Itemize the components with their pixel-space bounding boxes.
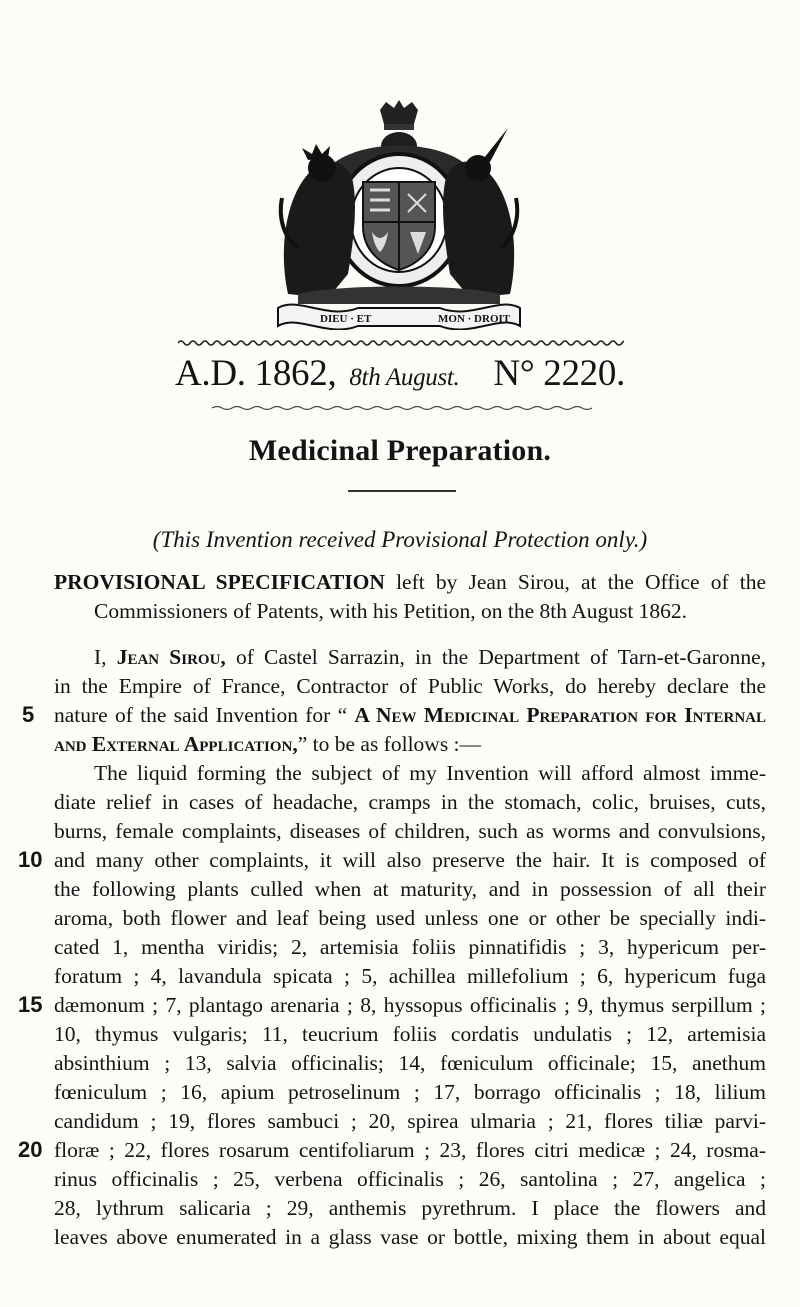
spec-line-1-rest: left by Jean Sirou, at the Office of the — [396, 570, 767, 594]
body-line-1 — [94, 643, 766, 671]
margin-line-number: 15 — [18, 992, 43, 1017]
body-line: fœniculum ; 16, apium petroselinum ; 17, borrago officinalis ; 18, lilium — [54, 1080, 766, 1104]
body-line: 10, thymus vulgaris; 11, teucrium foliis cordatis undulatis ; 12, artemisia — [54, 1022, 766, 1046]
invention-title-part-2: and External Application, — [54, 732, 298, 756]
body-line: The liquid forming the subject of my Invention will afford almost imme- — [94, 761, 766, 785]
body-line-3-start: nature of the said Invention for “ — [54, 703, 348, 727]
body-line-3 — [54, 701, 766, 729]
body-line: diate relief in cases of headache, cramps in the stomach, colic, bruises, cuts, — [54, 790, 766, 814]
wavy-rule-top — [178, 338, 624, 348]
patent-header — [0, 352, 800, 400]
margin-line-number: 20 — [18, 1137, 43, 1162]
document-title: Medicinal Preparation. — [248, 434, 552, 467]
inventor-name: Jean Sirou, — [116, 645, 226, 669]
body-line: burns, female complaints, diseases of children, such as worms and convulsions, — [54, 819, 766, 843]
body-line: aroma, both flower and leaf being used unless one or other be specially indi- — [54, 906, 766, 930]
body-line-4-rest: ” to be as follows :— — [297, 732, 482, 756]
body-line: candidum ; 19, flores sambuci ; 20, spirea ulmaria ; 21, flores tiliæ parvi- — [54, 1109, 766, 1133]
body-line: the following plants culled when at maturity, and in possession of all their — [54, 877, 766, 901]
spec-line-2: Commissioners of Patents, with his Petition, on the 8th August 1862. — [94, 599, 688, 623]
body-line: cated 1, mentha viridis; 2, artemisia foliis pinnatifidis ; 3, hypericum per- — [54, 935, 766, 959]
margin-line-number: 5 — [22, 702, 35, 727]
motto-right: MON · DROIT — [438, 313, 511, 325]
pronoun: I, — [94, 645, 107, 669]
wavy-rule-bottom — [212, 403, 598, 413]
body-line-2: in the Empire of France, Contractor of Public Works, do hereby declare the — [54, 674, 766, 698]
year: A.D. 1862, — [174, 353, 337, 394]
margin-line-number: 10 — [18, 847, 43, 872]
spec-line-1 — [54, 568, 766, 596]
title-rule — [348, 490, 456, 492]
body-line: foratum ; 4, lavandula spicata ; 5, achillea millefolium ; 6, hypericum fuga — [54, 964, 766, 988]
body-line-4 — [54, 730, 766, 758]
motto-left: DIEU · ET — [320, 313, 372, 325]
body-line: absinthium ; 13, salvia officinalis; 14, fœniculum officinale; 15, anethum — [54, 1051, 766, 1075]
invention-title-part-1: A New Medicinal Preparation for Internal — [354, 703, 766, 727]
spec-heading: PROVISIONAL SPECIFICATION — [54, 570, 385, 594]
protection-note: (This Invention received Provisional Protection only.) — [152, 527, 648, 552]
patent-date: 8th August. — [349, 364, 460, 391]
patent-number: N° 2220. — [493, 353, 626, 394]
body-line: floræ ; 22, flores rosarum centifoliarum ; 23, flores citri medicæ ; 24, rosma- — [54, 1138, 766, 1162]
royal-coat-of-arms — [268, 98, 530, 330]
body-line: 28, lythrum salicaria ; 29, anthemis pyrethrum. I place the flowers and — [54, 1196, 766, 1220]
body-line: and many other complaints, it will also preserve the hair. It is composed of — [54, 848, 766, 872]
body-line: dæmonum ; 7, plantago arenaria ; 8, hyssopus officinalis ; 9, thymus serpillum ; — [54, 993, 766, 1017]
body-line: leaves above enumerated in a glass vase or bottle, mixing them in about equal — [54, 1225, 766, 1249]
body-line-1-rest: of Castel Sarrazin, in the Department of Tarn-et-Garonne, — [235, 645, 766, 669]
body-line: rinus officinalis ; 25, verbena officinalis ; 26, santolina ; 27, angelica ; — [54, 1167, 766, 1191]
